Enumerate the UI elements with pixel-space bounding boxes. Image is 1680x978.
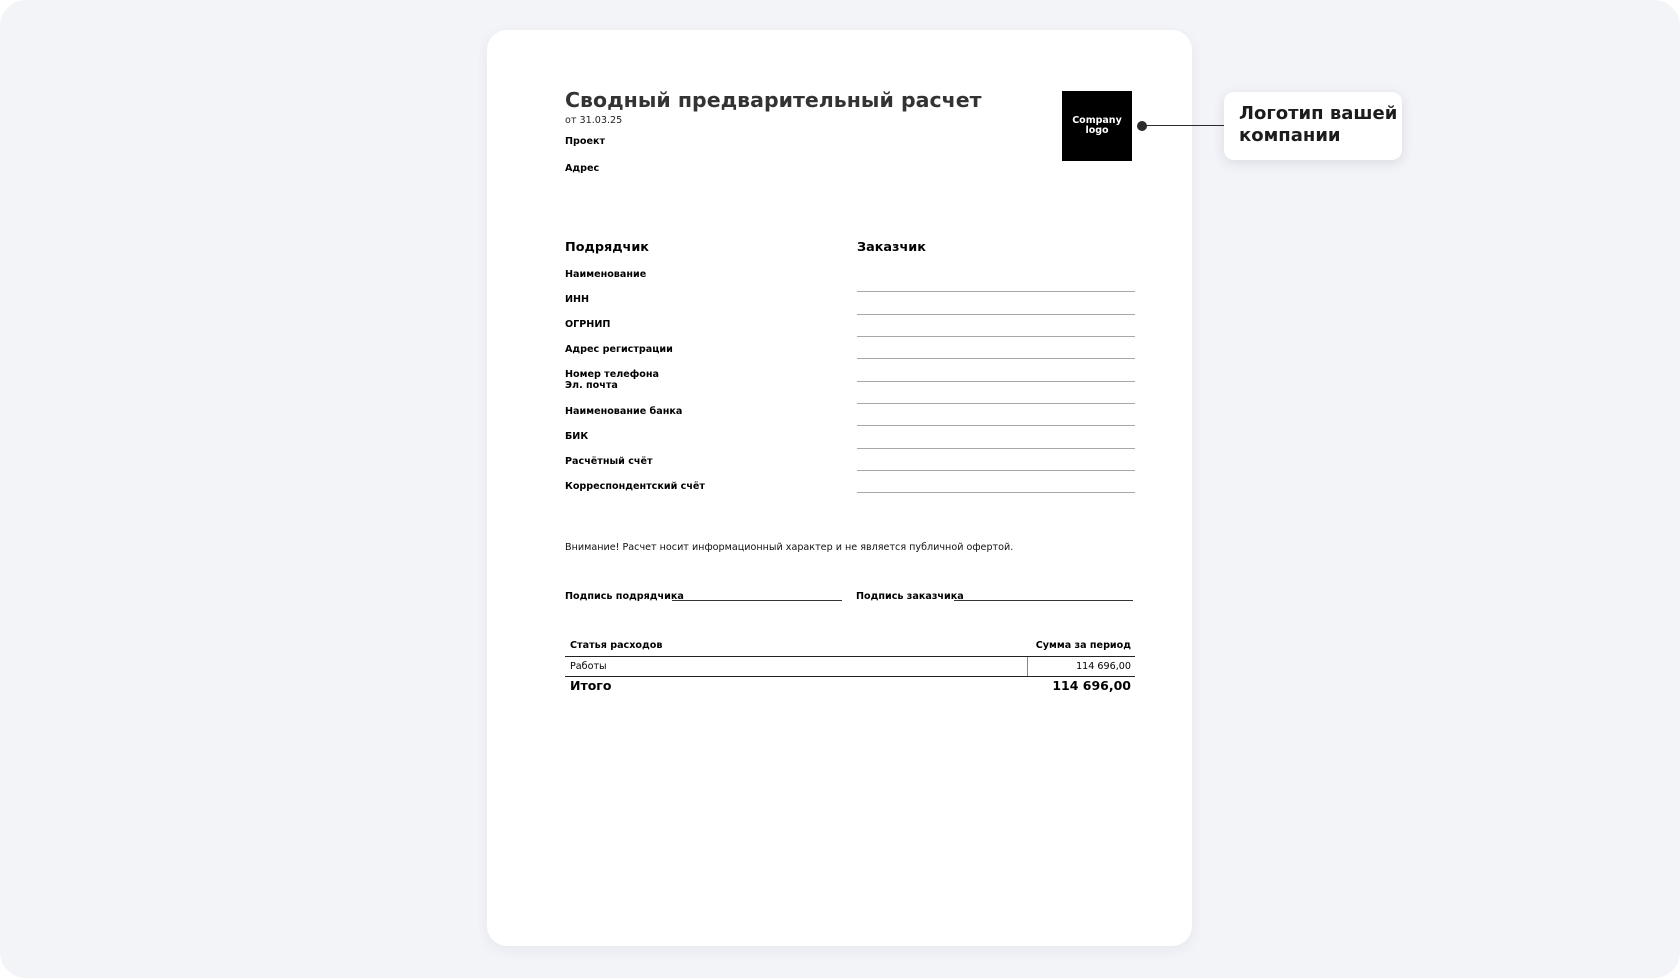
customer-email-line[interactable]: [857, 403, 1135, 404]
document-title: Сводный предварительный расчет: [565, 88, 982, 112]
customer-name-line[interactable]: [857, 291, 1135, 292]
customer-ogrnip-line[interactable]: [857, 336, 1135, 337]
customer-bank-name-line[interactable]: [857, 425, 1135, 426]
column-divider: [1027, 657, 1028, 676]
field-bank-name-label: Наименование банка: [565, 406, 683, 417]
customer-signature-line[interactable]: [954, 600, 1133, 601]
total-label: Итого: [570, 678, 612, 693]
callout-pointer-dot: [1137, 121, 1147, 131]
field-inn-label: ИНН: [565, 294, 590, 305]
row-item-name: Работы: [570, 661, 607, 672]
field-settlement-account-label: Расчётный счёт: [565, 456, 653, 467]
field-correspondent-account-label: Корреспондентский счёт: [565, 481, 705, 492]
customer-settlement-account-line[interactable]: [857, 470, 1135, 471]
field-bik-label: БИК: [565, 431, 589, 442]
company-logo-placeholder[interactable]: [1062, 91, 1132, 161]
customer-signature-label: Подпись заказчика: [856, 591, 964, 602]
customer-phone-line[interactable]: [857, 381, 1135, 382]
field-phone-label: Номер телефона: [565, 369, 659, 380]
document-page: [487, 30, 1192, 946]
column-header-expense-item: Статья расходов: [570, 640, 663, 651]
row-item-amount: 114 696,00: [1076, 661, 1131, 672]
field-name-label: Наименование: [565, 269, 647, 280]
logo-callout-text: Логотип вашей компании: [1239, 103, 1398, 146]
total-amount: 114 696,00: [1052, 678, 1131, 693]
contractor-signature-label: Подпись подрядчика: [565, 591, 684, 602]
document-date: от 31.03.25: [565, 115, 623, 126]
table-row: [565, 657, 1135, 677]
customer-correspondent-account-line[interactable]: [857, 492, 1135, 493]
contractor-signature-line[interactable]: [672, 600, 842, 601]
disclaimer-notice: Внимание! Расчет носит информационный характер и не является публичной офертой.: [565, 542, 1014, 553]
field-email-label: Эл. почта: [565, 380, 618, 391]
customer-inn-line[interactable]: [857, 314, 1135, 315]
customer-registration-address-line[interactable]: [857, 358, 1135, 359]
address-label: Адрес: [565, 163, 600, 174]
field-contacts-label: [565, 369, 659, 391]
field-ogrnip-label: ОГРНИП: [565, 319, 611, 330]
column-header-period-amount: Сумма за период: [1035, 640, 1131, 651]
table-header: [565, 635, 1135, 657]
field-registration-address-label: Адрес регистрации: [565, 344, 673, 355]
project-label: Проект: [565, 136, 606, 147]
callout-pointer-line: [1142, 125, 1224, 126]
customer-heading: Заказчик: [857, 240, 926, 255]
logo-callout: [1224, 92, 1402, 160]
company-logo-text: Company logo: [1072, 115, 1122, 136]
contractor-heading: Подрядчик: [565, 240, 649, 255]
customer-bik-line[interactable]: [857, 448, 1135, 449]
table-total-row: [565, 678, 1135, 696]
